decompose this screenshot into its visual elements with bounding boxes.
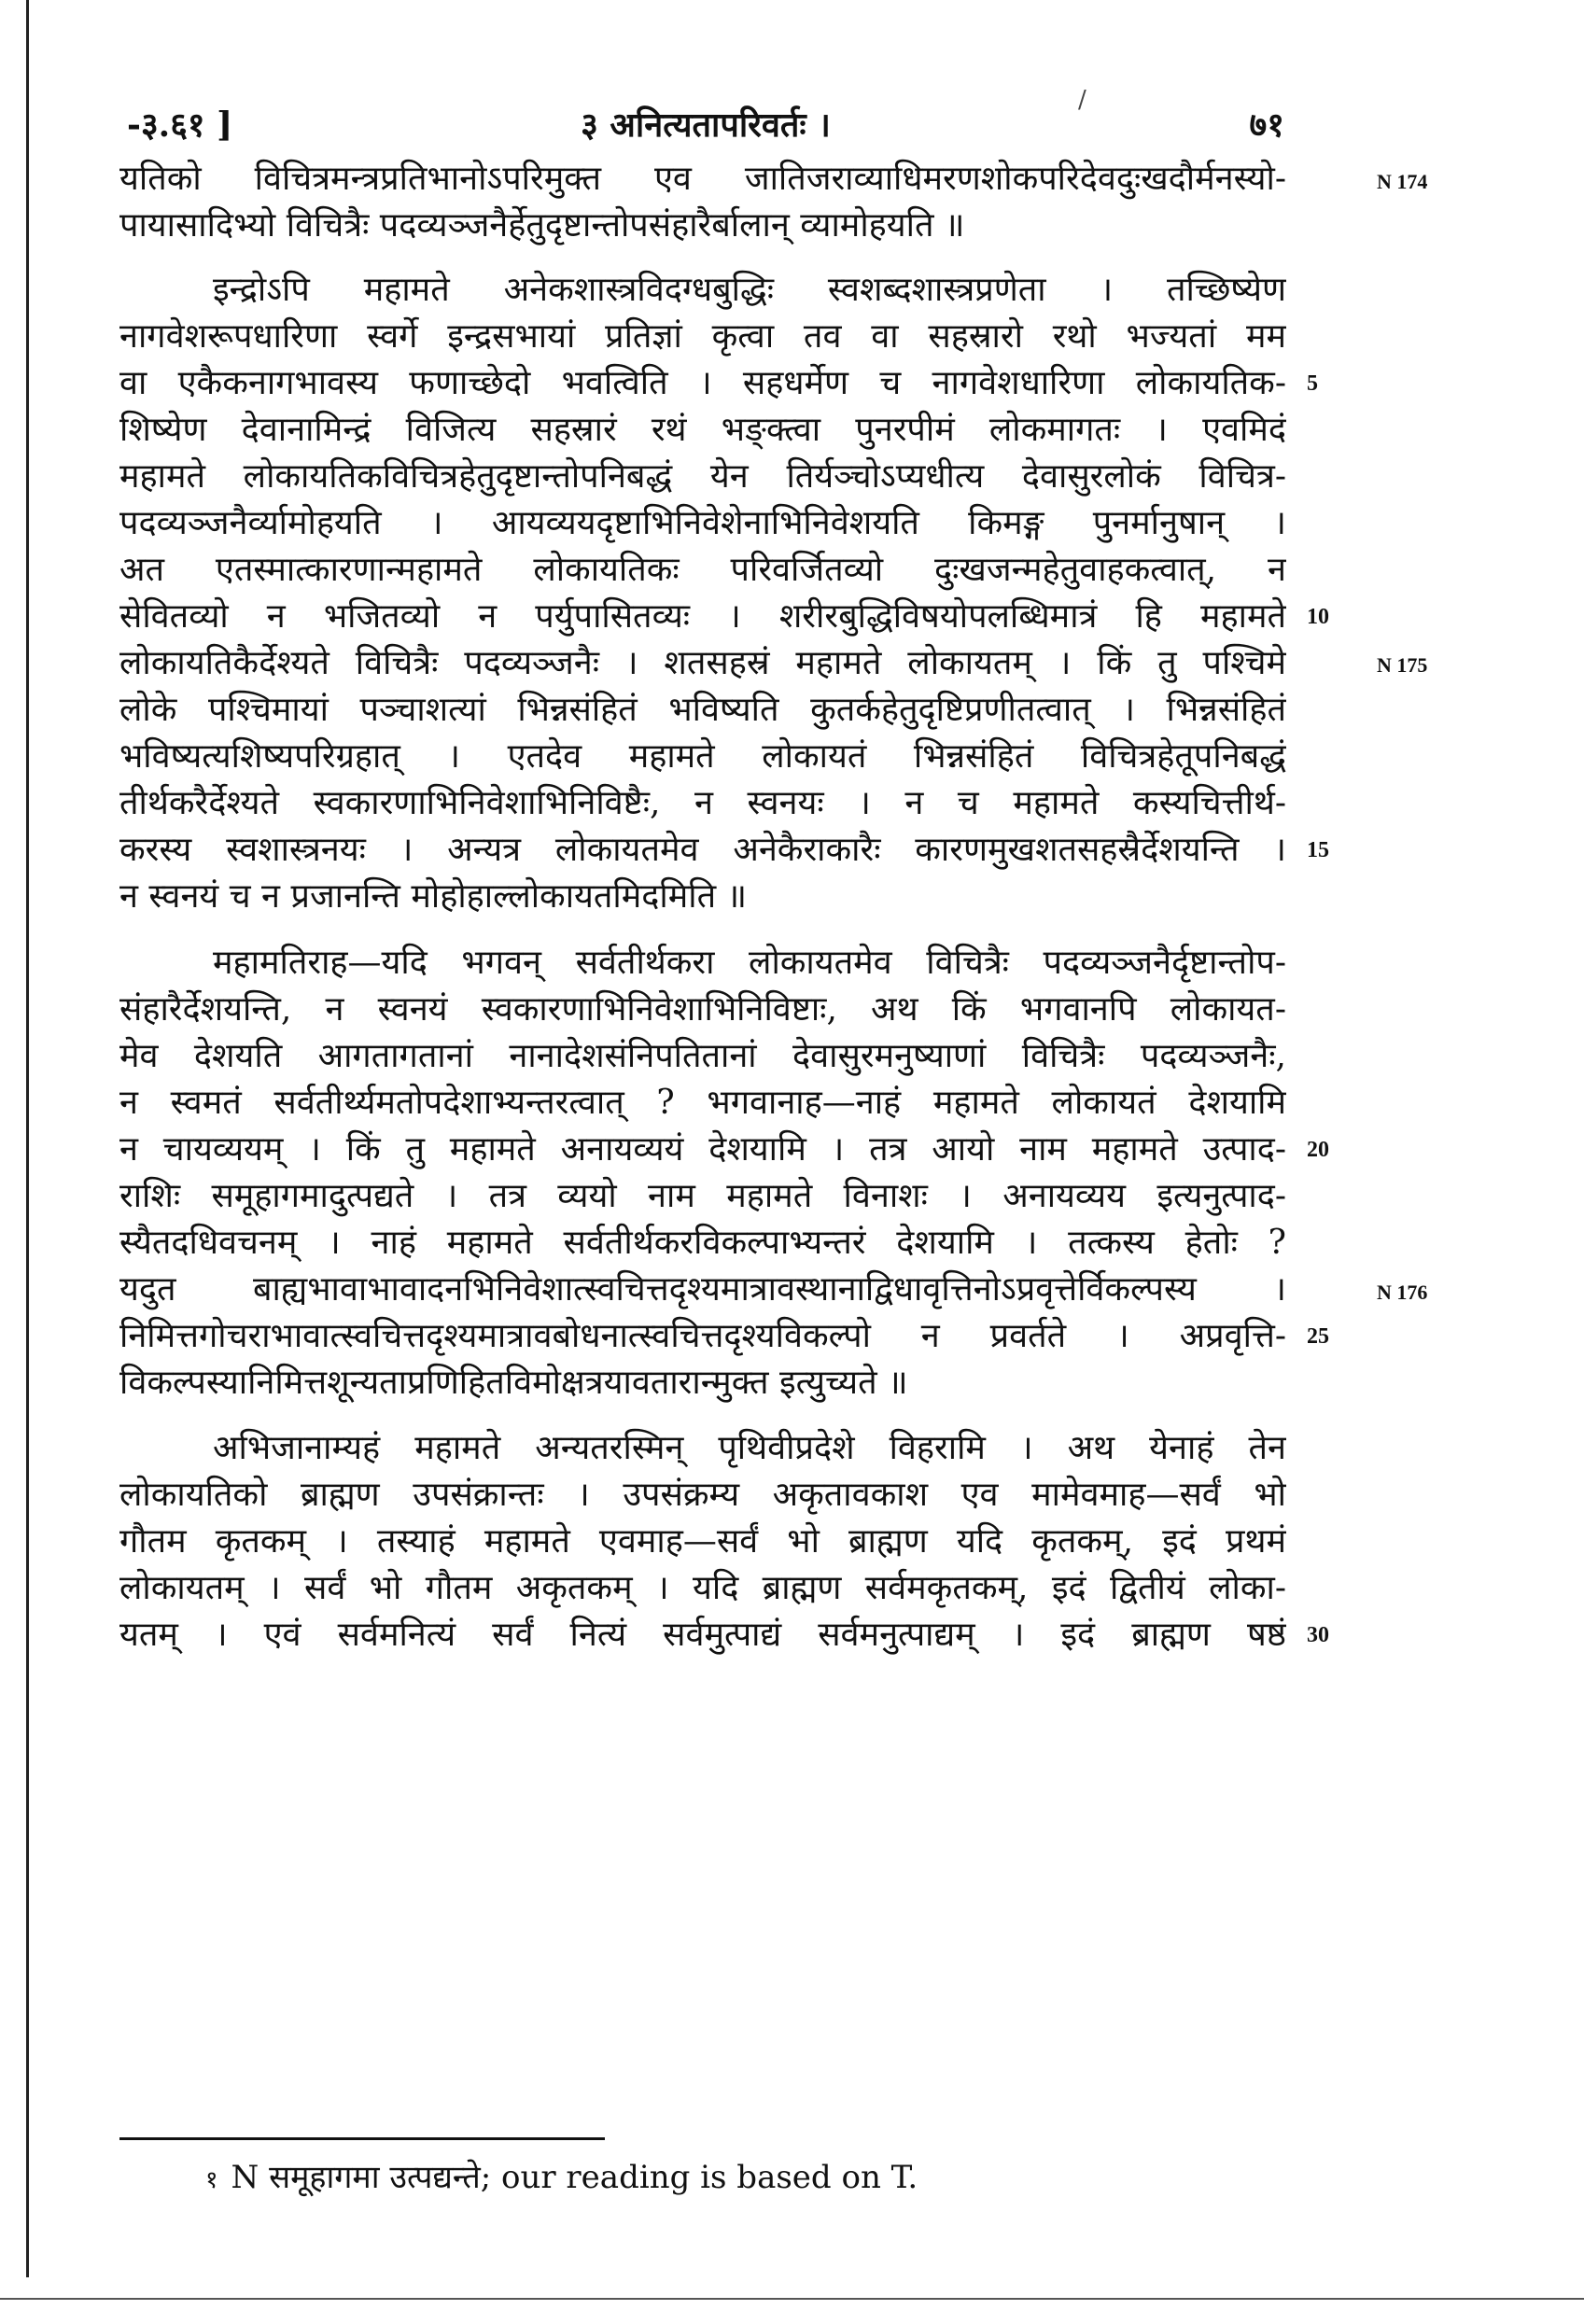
text-line: विकल्पस्यानिमित्तशून्यताप्रणिहितविमोक्षत्रयावतारान्मुक्त इत्युच्यते ॥ bbox=[119, 1364, 908, 1402]
line-number: 5 bbox=[1307, 371, 1318, 396]
text-line: मेव देशयति आगतागतानां नानादेशसंनिपतितानां देवासुरमनुष्याणां विचित्रैः पदव्यञ्जनैः, bbox=[119, 1037, 1286, 1075]
text-line: यतम् । एवं सर्वमनित्यं सर्वं नित्यं सर्वमुत्पाद्यं सर्वमनुत्पाद्यम् । इदं ब्राह्मण षष्ठं bbox=[119, 1616, 1286, 1654]
text-line: स्यैतदधिवचनम् । नाहं महामते सर्वतीर्थकरविकल्पाभ्यन्तरं देशयामि । तत्कस्य हेतोः ? bbox=[119, 1224, 1286, 1262]
line-number: 10 bbox=[1307, 605, 1329, 629]
footnote bbox=[205, 2154, 918, 2197]
text-line: अत एतस्मात्कारणान्महामते लोकायतिकः परिवर्जितव्यो दुःखजन्महेतुवाहकत्वात्, न bbox=[119, 551, 1286, 589]
text-line: गौतम कृतकम् । तस्याहं महामते एवमाह—सर्वं भो ब्राह्मण यदि कृतकम्, इदं प्रथमं bbox=[119, 1522, 1286, 1561]
text-line: संहारैर्देशयन्ति, न स्वनयं स्वकारणाभिनिवेशाभिनिविष्टाः, अथ किं भगवानपि लोकायत- bbox=[119, 990, 1286, 1029]
text-line: तीर्थकरैर्देश्यते स्वकारणाभिनिवेशाभिनिविष्टैः, न स्वनयः । न च महामते कस्यचित्तीर्थ- bbox=[119, 784, 1286, 822]
text-line: शिष्येण देवानामिन्द्रं विजित्य सहस्रारं रथं भङ्क्त्वा पुनरपीमं लोकमागतः । एवमिदं bbox=[119, 411, 1286, 449]
text-line: सेवितव्यो न भजितव्यो न पर्युपासितव्यः । शरीरबुद्धिविषयोपलब्धिमात्रं हि महामते bbox=[119, 597, 1286, 636]
text-line: नागवेशरूपधारिणा स्वर्गे इन्द्रसभायां प्रतिज्ञां कृत्वा तव वा सहस्रारो रथो भज्यतां मम bbox=[119, 317, 1286, 356]
text-line: न स्वमतं सर्वतीर्थ्यमतोपदेशाभ्यन्तरत्वात् ? भगवानाह—नाहं महामते लोकायतं देशयामि bbox=[119, 1084, 1286, 1122]
chapter-title: ३ अनित्यतापरिवर्तः । bbox=[581, 105, 831, 145]
manuscript-folio-ref: N 176 bbox=[1377, 1281, 1428, 1304]
text-line: लोके पश्चिमायां पञ्चाशत्यां भिन्नसंहितं भविष्यति कुतर्कहेतुदृष्टिप्रणीतत्वात् । भिन्नसंहितं bbox=[119, 691, 1286, 729]
text-line: लोकायतम् । सर्वं भो गौतम अकृतकम् । यदि ब्राह्मण सर्वमकृतकम्, इदं द्वितीयं लोका- bbox=[119, 1569, 1286, 1607]
text-line: पायासादिभ्यो विचित्रैः पदव्यञ्जनैर्हेतुदृष्टान्तोपसंहारैर्बालान् व्यामोहयति ॥ bbox=[119, 206, 965, 245]
footnote-divider bbox=[119, 2137, 605, 2140]
text-line: न चायव्ययम् । किं तु महामते अनायव्ययं देशयामि । तत्र आयो नाम महामते उत्पाद- bbox=[119, 1130, 1286, 1169]
text-line: लोकायतिको ब्राह्मण उपसंक्रान्तः । उपसंक्रम्य अकृतावकाश एव मामेवमाह—सर्वं भो bbox=[119, 1476, 1286, 1514]
page-left-edge bbox=[26, 0, 29, 2277]
text-line: भविष्यत्यशिष्यपरिग्रहात् । एतदेव महामते लोकायतं भिन्नसंहितं विचित्रहेतूपनिबद्धं bbox=[119, 737, 1286, 776]
line-number: 30 bbox=[1307, 1623, 1329, 1647]
page-header bbox=[127, 101, 1284, 147]
line-number: 20 bbox=[1307, 1138, 1329, 1162]
text-line: अभिजानाम्यहं महामते अन्यतरस्मिन् पृथिवीप्रदेशे विहरामि । अथ येनाहं तेन bbox=[213, 1429, 1286, 1467]
text-line: यदुत बाह्यभावाभावादनभिनिवेशात्स्वचित्तदृश्यमात्रावस्थानाद्विधावृत्तिनोऽप्रवृत्तेर्विकल्पस्य । bbox=[119, 1270, 1286, 1309]
line-number: 25 bbox=[1307, 1324, 1329, 1349]
text-line: करस्य स्वशास्त्रनयः । अन्यत्र लोकायतमेव अनेकैराकारैः कारणमुखशतसहस्रैर्देशयन्ति । bbox=[119, 831, 1286, 869]
text-line: यतिको विचित्रमन्त्रप्रतिभानोऽपरिमुक्त एव जातिजराव्याधिमरणशोकपरिदेवदुःखदौर्मनस्यो- bbox=[119, 160, 1286, 198]
text-line: राशिः समूहागमादुत्पद्यते । तत्र व्ययो नाम महामते विनाशः । अनायव्यय इत्यनुत्पाद- bbox=[119, 1177, 1286, 1215]
footnote-number: १ bbox=[205, 2166, 218, 2194]
text-line: निमित्तगोचराभावात्स्वचित्तदृश्यमात्रावबोधनात्स्वचित्तदृश्यविकल्पो न प्रवर्तते । अप्रवृत्ति- bbox=[119, 1317, 1286, 1355]
text-line: पदव्यञ्जनैर्व्यामोहयति । आयव्ययदृष्टाभिनिवेशेनाभिनिवेशयति किमङ्ग पुनर्मानुषान् । bbox=[119, 504, 1286, 542]
text-line: महामतिराह—यदि भगवन् सर्वतीर्थकरा लोकायतमेव विचित्रैः पदव्यञ्जनैर्दृष्टान्तोप- bbox=[213, 944, 1286, 982]
text-line: न स्वनयं च न प्रजानन्ति मोहोहाल्लोकायतमिदमिति ॥ bbox=[119, 877, 748, 916]
line-number: 15 bbox=[1307, 838, 1329, 862]
section-reference: -३.६१ ] bbox=[127, 105, 233, 145]
manuscript-folio-ref: N 175 bbox=[1377, 653, 1428, 677]
manuscript-folio-ref: N 174 bbox=[1377, 170, 1428, 193]
text-line: महामते लोकायतिकविचित्रहेतुदृष्टान्तोपनिबद्धं येन तिर्यञ्चोऽप्यधीत्य देवासुरलोकं विचित्र- bbox=[119, 457, 1286, 496]
page-bottom-edge bbox=[0, 2298, 1584, 2300]
stray-mark: / bbox=[1078, 86, 1086, 114]
page-number: ७१ bbox=[1249, 105, 1284, 145]
text-line: वा एकैकनागभावस्य फणाच्छेदो भवत्विति । सहधर्मेण च नागवेशधारिणा लोकायतिक- bbox=[119, 364, 1286, 402]
text-line: इन्द्रोऽपि महामते अनेकशास्त्रविदग्धबुद्धिः स्वशब्दशास्त्रप्रणेता । तच्छिष्येण bbox=[213, 271, 1286, 309]
footnote-text: N समूहागमा उत्पद्यन्ते; our reading is based on T. bbox=[231, 2159, 918, 2196]
text-line: लोकायतिकैर्देश्यते विचित्रैः पदव्यञ्जनैः । शतसहस्रं महामते लोकायतम् । किं तु पश्चिमे bbox=[119, 644, 1286, 682]
